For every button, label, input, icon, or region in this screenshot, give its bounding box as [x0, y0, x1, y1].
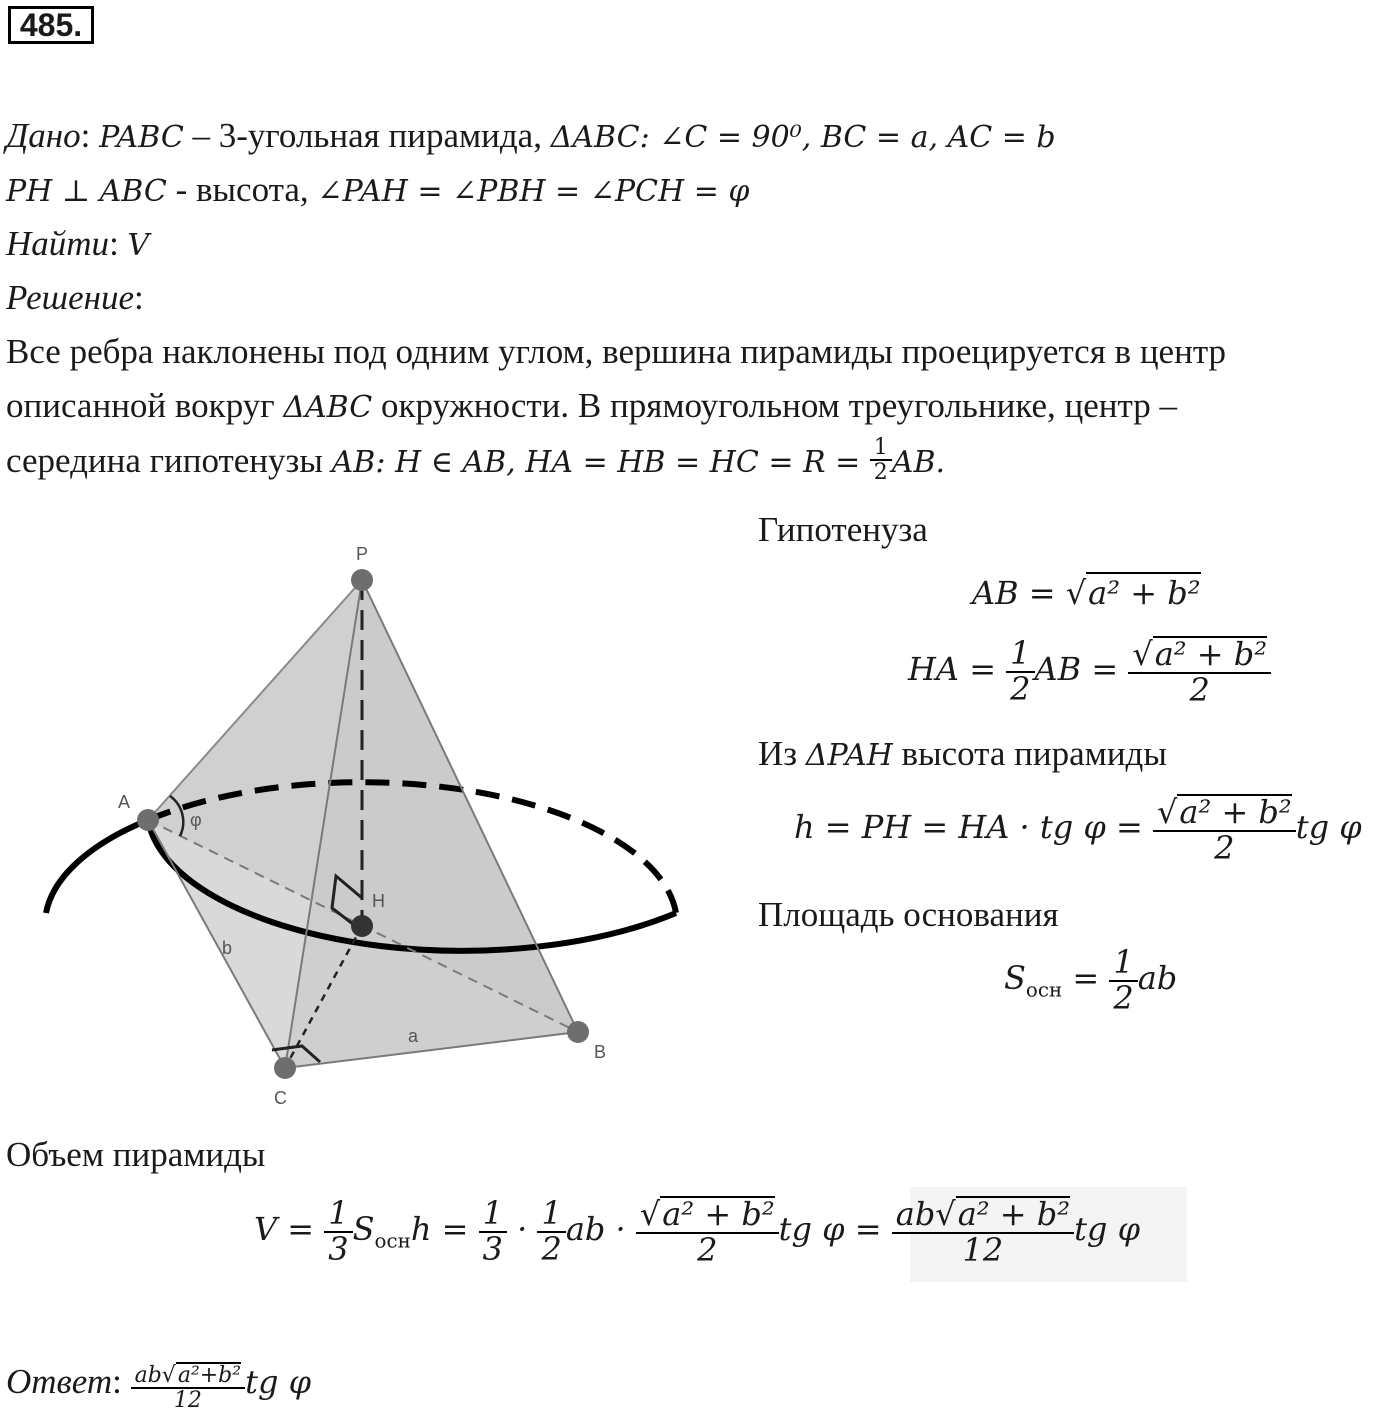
answer-tail: tg φ — [245, 1363, 312, 1402]
find-value: V — [127, 228, 150, 263]
label-phi: φ — [190, 810, 202, 830]
para3-fraction: $\frac{1}{2}$ — [870, 436, 892, 484]
point-b — [567, 1021, 589, 1043]
given-label: Дано — [6, 116, 81, 155]
find-label: Найти — [6, 224, 110, 263]
label-p: P — [356, 544, 369, 564]
para3-tail: AB. — [891, 445, 946, 481]
label-b: B — [594, 1042, 607, 1062]
solution-label-line: Решение: — [6, 278, 144, 317]
volume-title: Объем пирамиды — [6, 1135, 266, 1174]
given-pyramid: PABC — [99, 120, 184, 155]
h-formula: h = PH = HA · tg φ = $\frac{\text{√a² + b²}}{2}$ tg φ — [794, 793, 1362, 867]
given-triangle: ΔABC: ∠C = 90⁰, BC = a, AC = b — [550, 120, 1056, 155]
label-a-side: a — [408, 1026, 419, 1046]
s-formula: $S_{осн}$ = $\frac{1}{2}$ ab — [1004, 943, 1178, 1017]
height-title: Из ΔPAH высота пирамиды — [758, 734, 1167, 773]
label-c: C — [274, 1088, 287, 1108]
solution-para-3 — [6, 435, 946, 488]
base-title: Площадь основания — [758, 895, 1059, 934]
para2-text-a: описанной вокруг — [6, 386, 284, 425]
answer-formula: $\frac{\text{ab√a²+b²}}{12}$ — [131, 1374, 246, 1399]
hyp-title: Гипотенуза — [758, 510, 928, 549]
answer-line: Ответ: $\frac{\text{ab√a²+b²}}{12}$ tg φ — [6, 1362, 312, 1414]
given-line-1: Дано: PABC – 3-угольная пирамида, ΔABC: ∠C = 90⁰, BC = a, AC = b — [6, 116, 1056, 155]
answer-label: Ответ — [6, 1362, 113, 1402]
given-line-2 — [6, 170, 749, 210]
para3-math: AB: H ∈ AB, HA = HB = HC = R = — [331, 445, 870, 481]
ha-formula: HA = $\frac{1}{2}$ AB = $\frac{\text{√a² + b²}}{2}$ — [908, 636, 1271, 707]
label-h: H — [372, 891, 385, 911]
given-text-1: – 3-угольная пирамида, — [183, 116, 551, 155]
ab-formula: AB = √a² + b² — [972, 574, 1201, 612]
point-h — [351, 915, 373, 937]
given-text-2: - высота, — [166, 170, 318, 209]
problem-number: 485. — [8, 6, 94, 44]
given-angles: ∠PAH = ∠PBH = ∠PCH = φ — [317, 174, 750, 209]
label-b-side: b — [222, 938, 233, 958]
para3-text: середина гипотенузы — [6, 441, 332, 481]
find-line: Найти: V — [6, 224, 150, 263]
label-a: A — [118, 792, 131, 812]
given-perp: PH ⊥ ABC — [6, 174, 167, 209]
point-a — [137, 809, 159, 831]
base-circle-left — [46, 820, 148, 913]
para2-math: ΔABC — [283, 390, 373, 425]
solution-para-1: Все ребра наклонены под одним углом, вершина пирамиды проецируется в центр — [6, 332, 1227, 371]
solution-label: Решение — [6, 278, 135, 317]
solution-para-2 — [6, 386, 1177, 426]
point-p — [351, 569, 373, 591]
para2-text-b: окружности. В прямоугольном треугольнике, центр – — [372, 386, 1177, 425]
point-c — [274, 1057, 296, 1079]
volume-formula: V = $\frac{1}{3}$ $S_{осн}h$ = $\frac{1}{3}$ · $\frac{1}{2}$ ab · $\frac{\text{√a² + b²}}{2}$ tg φ = $\frac{\text{ab√a² + b²}}{12}$ tg φ — [254, 1194, 1140, 1269]
pyramid-figure — [0, 510, 740, 1130]
